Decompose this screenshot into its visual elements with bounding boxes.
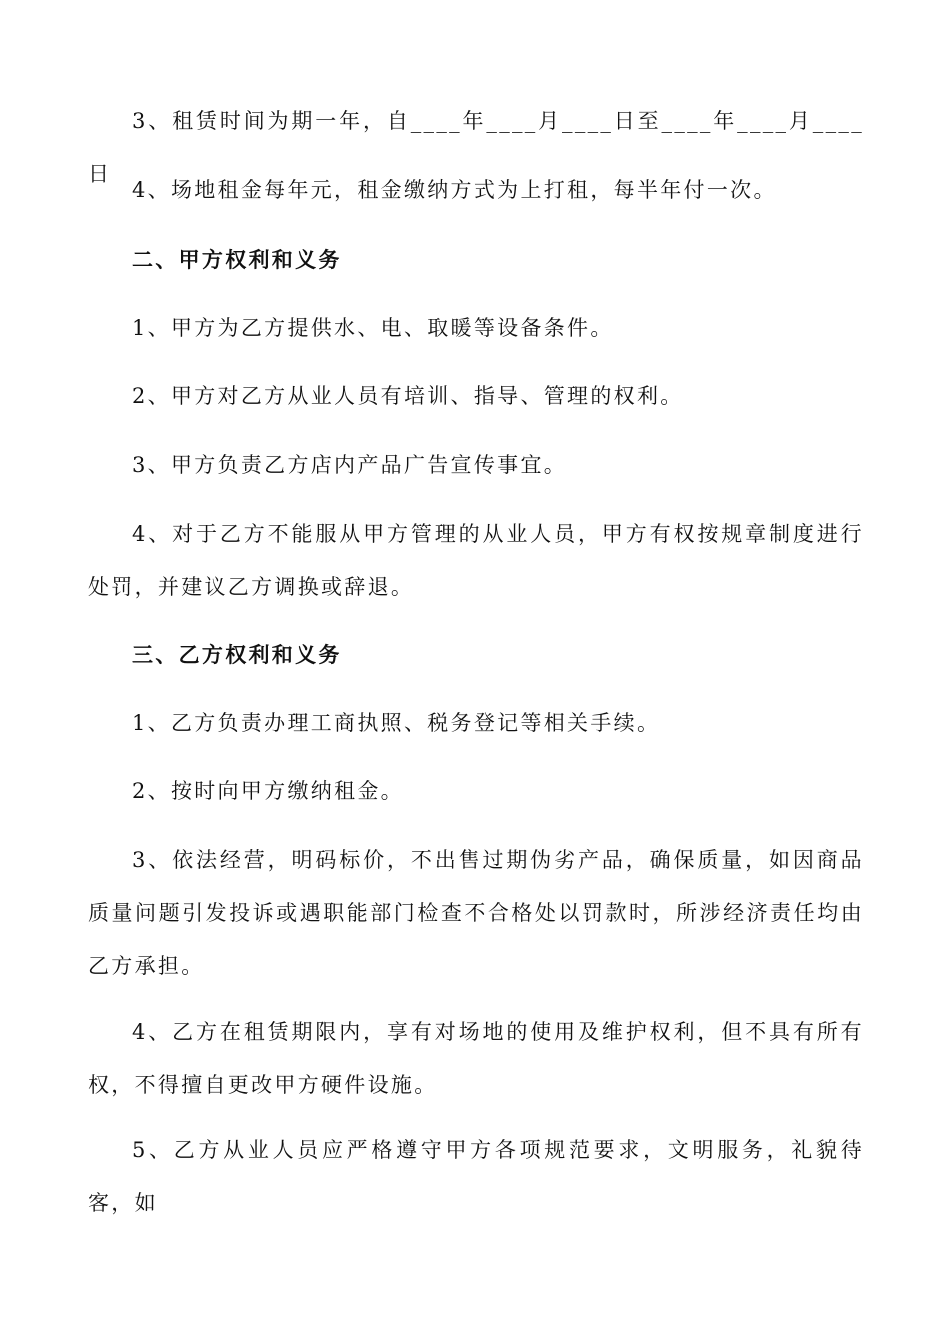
paragraph-a-1: 1、甲方为乙方提供水、电、取暖等设备条件。: [132, 316, 614, 340]
section-heading-party-b: 三、乙方权利和义务: [132, 642, 342, 667]
paragraph-b-2: 2、按时向甲方缴纳租金。: [132, 779, 404, 803]
paragraph-b-5: 5、乙方从业人员应严格遵守甲方各项规范要求，文明服务，礼貌待客，如: [88, 1138, 864, 1215]
paragraph-a-4: 4、对于乙方不能服从甲方管理的从业人员，甲方有权按规章制度进行处罚，并建议乙方调换或辞退。: [88, 522, 864, 599]
paragraph-rent-payment: 4、场地租金每年元，租金缴纳方式为上打租，每半年付一次。: [132, 178, 777, 202]
paragraph-a-3: 3、甲方负责乙方店内产品广告宣传事宜。: [132, 453, 568, 477]
paragraph-b-4: 4、乙方在租赁期限内，享有对场地的使用及维护权利，但不具有所有权，不得擅自更改甲方硬件设施。: [88, 1020, 864, 1097]
paragraph-a-2: 2、甲方对乙方从业人员有培训、指导、管理的权利。: [132, 384, 684, 408]
paragraph-lease-term: 3、租赁时间为期一年，自____年____月____日至____年____月____日: [88, 109, 864, 186]
paragraph-b-3: 3、依法经营，明码标价，不出售过期伪劣产品，确保质量，如因商品质量问题引发投诉或遇职能部门检查不合格处以罚款时，所涉经济责任均由乙方承担。: [88, 848, 864, 978]
paragraph-b-1: 1、乙方负责办理工商执照、税务登记等相关手续。: [132, 711, 661, 735]
section-heading-party-a: 二、甲方权利和义务: [132, 247, 342, 272]
